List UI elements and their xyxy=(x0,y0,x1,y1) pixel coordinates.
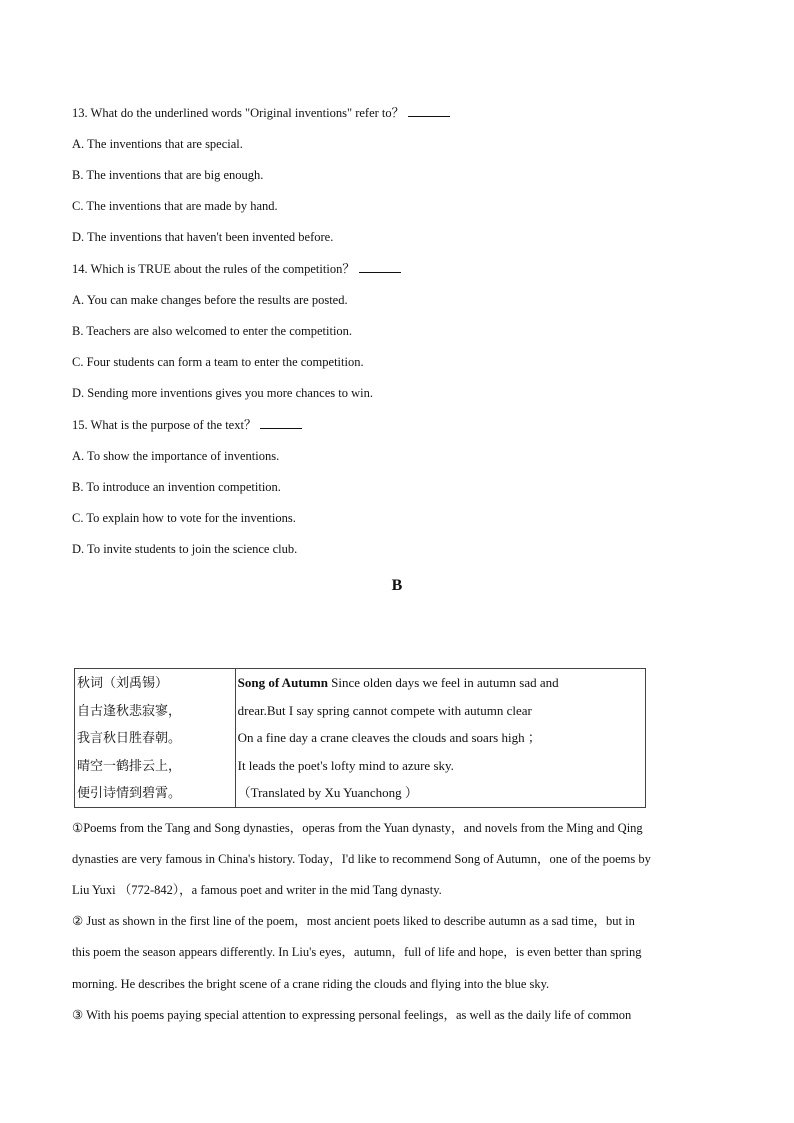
poem-chinese-line: 便引诗情到碧霄。 xyxy=(77,785,182,801)
question-14-text: 14. Which is TRUE about the rules of the competition？ xyxy=(72,262,355,276)
question-14-option-b: B. Teachers are also welcomed to enter the competition. xyxy=(72,324,353,338)
passage-line: ② Just as shown in the first line of the poem，most ancient poets liked to describe autumn as a sad time，but in xyxy=(72,914,635,928)
poem-english-line: On a fine day a crane cleaves the clouds and soars high ； xyxy=(237,730,541,746)
question-15-option-a: A. To show the importance of inventions. xyxy=(72,449,280,463)
question-13-text: 13. What do the underlined words "Original inventions" refer to？ xyxy=(72,106,405,120)
answer-blank-13 xyxy=(408,105,450,117)
passage-line: ①Poems from the Tang and Song dynasties，operas from the Yuan dynasty，and novels from the Ming and Qing xyxy=(72,821,643,835)
poem-chinese-title: 秋词（刘禹锡） xyxy=(77,675,169,690)
passage-line: dynasties are very famous in China's history. Today，I'd like to recommend Song of Autumn，one of the poems by xyxy=(72,852,651,866)
answer-blank-15 xyxy=(260,417,302,429)
passage-line: Liu Yuxi （772-842），a famous poet and writer in the mid Tang dynasty. xyxy=(72,883,442,897)
poem-english-line: drear.But I say spring cannot compete with autumn clear xyxy=(237,702,532,718)
question-13-option-a: A. The inventions that are special. xyxy=(72,137,243,151)
question-13-option-b: B. The inventions that are big enough. xyxy=(72,168,264,182)
poem-english-title: Song of Autumn xyxy=(237,675,328,690)
question-14-stem xyxy=(72,261,401,277)
poem-chinese-line: 自古逢秋悲寂寥， xyxy=(77,702,182,718)
question-15-option-c: C. To explain how to vote for the inventions. xyxy=(72,511,296,525)
poem-chinese-line: 我言秋日胜春朝。 xyxy=(77,730,182,746)
question-15-stem xyxy=(72,417,302,433)
question-14-option-d: D. Sending more inventions gives you more chances to win. xyxy=(72,386,373,400)
poem-english-line-text: Since olden days we feel in autumn sad and xyxy=(327,675,559,690)
poem-table xyxy=(74,668,646,808)
question-14-option-a: A. You can make changes before the results are posted. xyxy=(72,293,348,307)
poem-english-line: It leads the poet's lofty mind to azure sky. xyxy=(237,757,454,773)
passage-line: morning. He describes the bright scene of a crane riding the clouds and flying into the blue sky. xyxy=(72,977,550,991)
question-15-option-b: B. To introduce an invention competition. xyxy=(72,480,281,494)
poem-translator-credit: （Translated by Xu Yuanchong ） xyxy=(237,785,418,801)
poem-english-cell xyxy=(235,669,645,808)
section-title: B xyxy=(391,577,403,594)
poem-chinese-line: 晴空一鹤排云上， xyxy=(77,757,182,773)
answer-blank-14 xyxy=(359,261,401,273)
poem-english-line-1 xyxy=(236,669,645,697)
question-15-option-d: D. To invite students to join the science club. xyxy=(72,542,298,556)
poem-chinese-cell xyxy=(75,669,236,808)
passage-line: ③ With his poems paying special attention to expressing personal feelings，as well as the daily life of common xyxy=(72,1008,632,1022)
question-15-text: 15. What is the purpose of the text？ xyxy=(72,418,257,432)
question-13-option-d: D. The inventions that haven't been invented before. xyxy=(72,230,334,244)
passage-line: this poem the season appears differently. In Liu's eyes，autumn，full of life and hope，is even better than spring xyxy=(72,945,642,959)
question-13-stem xyxy=(72,105,450,121)
question-14-option-c: C. Four students can form a team to enter the competition. xyxy=(72,355,364,369)
question-13-option-c: C. The inventions that are made by hand. xyxy=(72,199,278,213)
